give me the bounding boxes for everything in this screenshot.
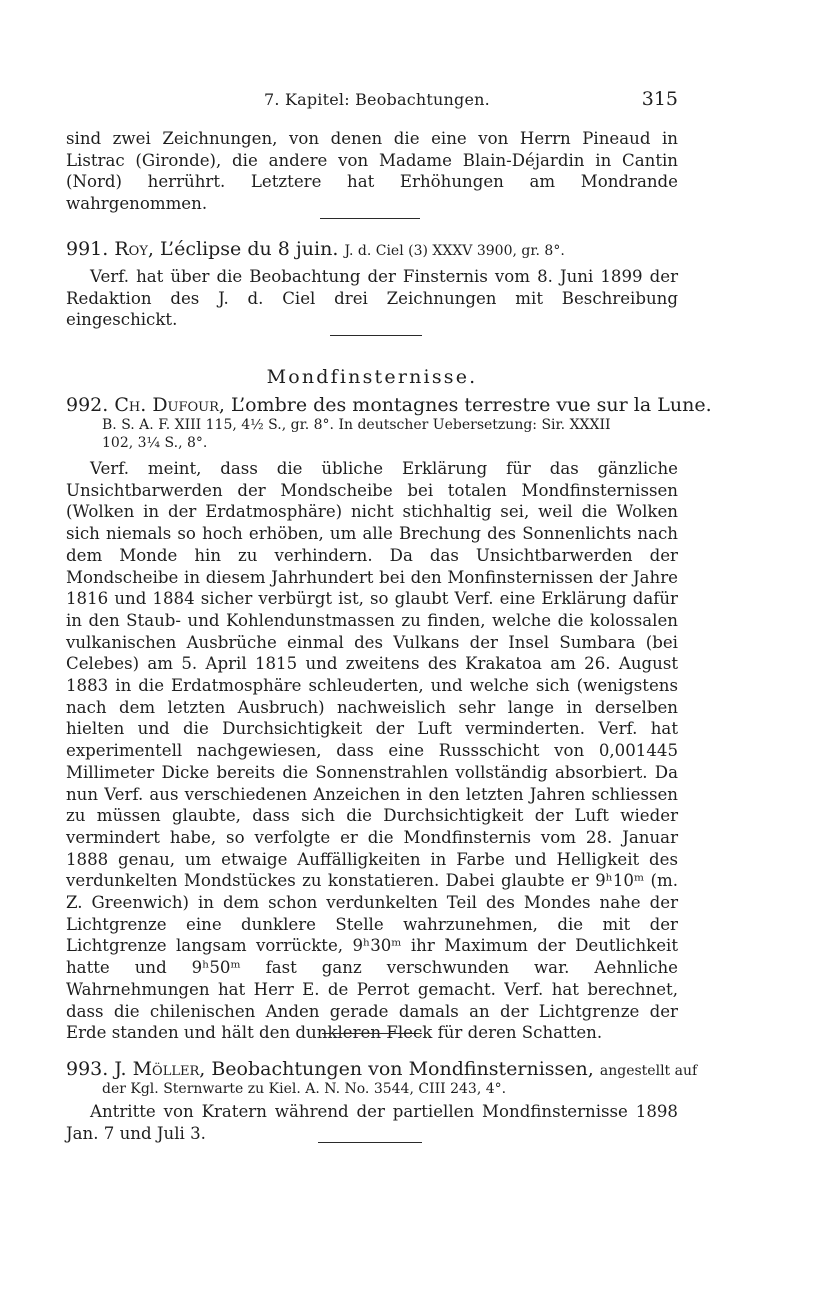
entry-number: 992. [66,394,109,416]
entry-number: 991. [66,238,109,260]
section-title: Mondfinsternisse. [266,366,478,388]
page-number: 315 [641,88,678,110]
entry-title: L’éclipse du 8 juin. [160,238,339,260]
separator-rule [320,218,420,219]
entry-993-citation: der Kgl. Sternwarte zu Kiel. A. N. No. 3544, CIII 243, 4°. [102,1081,507,1097]
separator-rule [330,335,422,336]
entry-993-body: Antritte von Kratern während der partiellen Mondfinsternisse 1898 Jan. 7 und Juli 3. [66,1102,678,1143]
entry-title-tail: angestellt auf [599,1063,698,1079]
entry-992-citation-line-2: 102, 3¼ S., 8°. [102,435,208,451]
entry-title: Beobachtungen von Mondfinsternissen, [211,1058,594,1080]
separator-rule [322,1033,422,1034]
entry-author: Ch. Dufour, [114,394,225,416]
entry-991-body: Verf. hat über die Beobachtung der Finsternis vom 8. Juni 1899 der Redaktion des J. d. Ciel drei Zeichnungen mit Beschreibung eingeschickt. [66,267,678,330]
entry-992-body: Verf. meint, dass die übliche Erklärung für das gänzliche Unsichtbarwerden der Mondscheibe bei totalen Mondfinsternissen (Wolken in der Erdatmosphäre) nicht stichhaltig sei, weil die Wolken sich niemals so hoch erhöben, um alle Brechung des Sonnenlichts nach dem Monde hin zu verhindern. Da das Unsichtbarwerden der Mondscheibe in diesem Jahrhundert bei den Monfinsternissen der Jahre 1816 und 1884 sicher verbürgt ist, so glaubt Verf. eine Erklärung dafür in den Staub- und Kohlendunstmassen zu finden, welche die kolossalen vulkanischen Ausbrüche einmal des Vulkans der Insel Sumbara (bei Celebes) am 5. April 1815 und zweitens des Krakatoa am 26. August 1883 in die Erdatmosphäre schleuderten, und welche sich (wenigstens nach dem letzten Ausbruch) nachweislich sehr lange in derselben hielten und die Durchsichtigkeit der Luft verminderten. Verf. hat experimentell nachgewiesen, dass eine Russschicht von 0,001445 Millimeter Dicke bereits die Sonnenstrahlen vollständig absorbiert. Da nun Verf. aus verschiedenen Anzeichen in den letzten Jahren schliessen zu müssen glaubte, dass sich die Durchsichtigkeit der Luft wieder vermindert habe, so verfolgte er die Mondfinsternis vom 28. Januar 1888 genau, um etwaige Auffälligkeiten in Farbe und Helligkeit des verdunkelten Mondstückes zu konstatieren. Dabei glaubte er 9ʰ10ᵐ (m. Z. Greenwich) in dem schon verdunkelten Teil des Mondes nahe der Lichtgrenze eine dunklere Stelle wahrzunehmen, die mit der Lichtgrenze langsam vorrückte, 9ʰ30ᵐ ihr Maximum der Deutlichkeit hatte und 9ʰ50ᵐ fast ganz verschwunden war. Aehnliche Wahrnehmungen hat Herr E. de Perrot gemacht. Verf. hat berechnet, dass die chilenischen Anden gerade damals an der Lichtgrenze der Erde standen und hält den dunkleren Fleck für deren Schatten. [66,459,678,1043]
entry-993-heading [66,1058,698,1082]
entry-number: 993. [66,1058,109,1080]
entry-author: J. Möller, [114,1058,206,1080]
entry-992-citation-line-1: B. S. A. F. XIII 115, 4½ S., gr. 8°. In deutscher Uebersetzung: Sir. XXXII [102,417,611,433]
entry-citation: J. d. Ciel (3) XXXV 3900, gr. 8°. [344,243,565,259]
separator-rule [318,1142,422,1143]
continued-paragraph: sind zwei Zeichnungen, von denen die eine von Herrn Pineaud in Listrac (Gironde), die andere von Madame Blain-Déjardin in Cantin (Nord) herrührt. Letztere hat Erhöhungen am Mondrande wahrgenommen. [66,129,678,214]
entry-title: L’ombre des montagnes terrestre vue sur la Lune. [231,394,712,416]
entry-992-heading [66,394,712,416]
chapter-title: 7. Kapitel: Beobachtungen. [264,90,490,109]
running-header [66,88,678,112]
entry-author: Roy, [114,238,154,260]
entry-991-heading [66,238,678,262]
